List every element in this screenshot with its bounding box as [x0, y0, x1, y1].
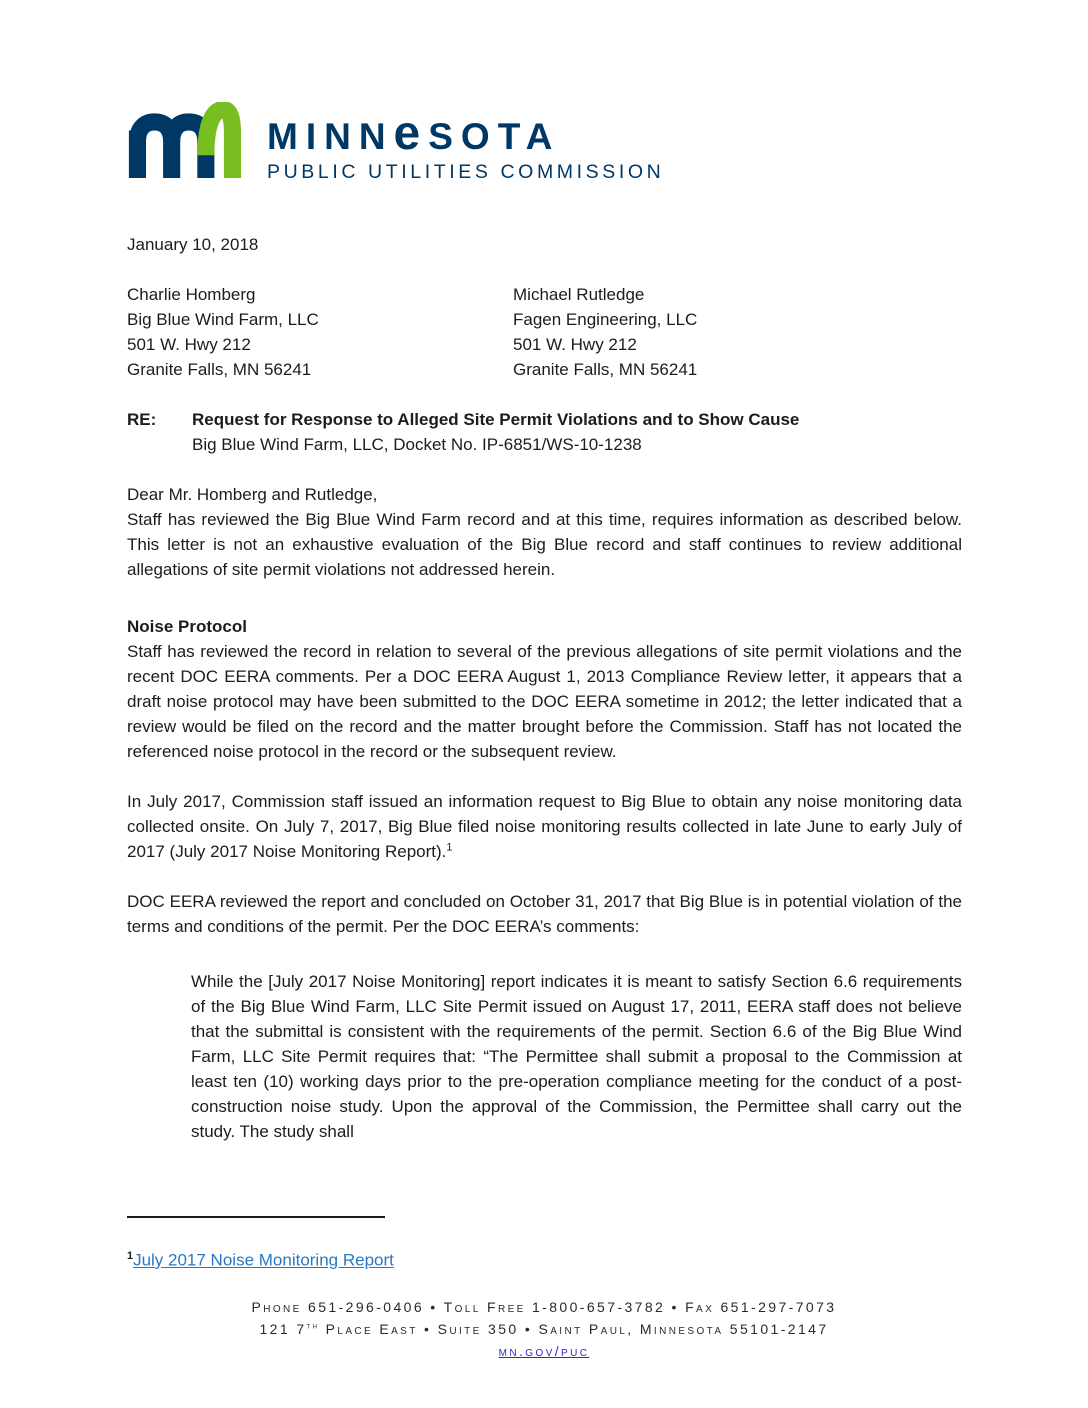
july-paragraph: In July 2017, Commission staff issued an information request to Big Blue to obtain any noise monitoring data collected onsite. On July 7, 2017, Big Blue filed noise monitoring results collected in late June to early July of 2017 (July 2017 Noise Monitoring Report).$^1$ [127, 792, 962, 861]
footnote-reference: 1 [446, 841, 453, 854]
footnote-marker: 1 [127, 1250, 134, 1262]
re-docket: Big Blue Wind Farm, LLC, Docket No. IP-6851/WS-10-1238 [192, 435, 642, 454]
footnote-block [127, 1216, 394, 1273]
recipient-city: Granite Falls, MN 56241 [127, 360, 312, 379]
puc-wordmark [267, 100, 664, 184]
recipient-name: Charlie Homberg [127, 285, 256, 304]
wordmark-tagline: PUBLIC UTILITIES COMMISSION [267, 161, 665, 183]
recipient-right [513, 282, 899, 382]
re-label: RE: [127, 410, 157, 429]
puc-letterhead [127, 100, 962, 192]
noise-paragraph: Staff has reviewed the record in relation to several of the previous allegations of site permit violations and the recent DOC EERA comments. Per a DOC EERA August 1, 2013 Compliance Review letter, it appears that a draft noise protocol may have been submitted to the DOC EERA sometime in 2012; the letter indicated that a review would be filed on the record and the matter brought before the Commission. Staff has not located the referenced noise protocol in the record or the subsequent review. [127, 642, 962, 761]
re-subject: Request for Response to Alleged Site Permit Violations and to Show Cause [192, 410, 800, 429]
recipient-street: 501 W. Hwy 212 [127, 335, 251, 354]
recipient-company: Big Blue Wind Farm, LLC [127, 310, 319, 329]
wordmark-minnesota: MINNeSOTA [267, 107, 561, 160]
mn-state-logo-icon [127, 102, 241, 178]
recipient-block [127, 282, 962, 382]
re-block [127, 407, 962, 457]
recipient-city: Granite Falls, MN 56241 [513, 360, 698, 379]
permit-quote: While the [July 2017 Noise Monitoring] report indicates it is meant to satisfy Section 6.6 requirements of the Big Blue Wind Farm, LLC Site Permit issued on August 17, 2011, EERA staff does not believe that the submittal is consistent with the requirements of the permit. Section 6.6 of the Big Blue Wind Farm, LLC Site Permit requires that: “The Permittee shall submit a proposal to the Commission at least ten (10) working days prior to the pre-operation compliance meeting for the conduct of a post-construction noise study. Upon the approval of the Commission, the Permittee shall carry out the study. The study shall [191, 972, 962, 1141]
section-heading-noise-protocol: Noise Protocol [127, 617, 247, 636]
footnote-separator [127, 1216, 385, 1218]
doc-eera-paragraph: DOC EERA reviewed the report and concluded on October 31, 2017 that Big Blue is in potential violation of the terms and conditions of the permit. Per the DOC EERA’s comments: [127, 892, 962, 936]
footer-phone-line: Phone 651-296-0406 • Toll Free 1-800-657-3782 • Fax 651-297-7073 [251, 1299, 837, 1315]
letterhead-footer [0, 1296, 1088, 1362]
intro-paragraph: Staff has reviewed the Big Blue Wind Farm record and at this time, requires information as described below. This letter is not an exhaustive evaluation of the Big Blue record and staff continues to review additional allegations of site permit violations not addressed herein. [127, 510, 962, 579]
footer-address-line: 121 7th Place East • Suite 350 • Saint Paul, Minnesota 55101-2147 [259, 1320, 829, 1337]
recipient-left [127, 282, 513, 382]
recipient-street: 501 W. Hwy 212 [513, 335, 637, 354]
salutation: Dear Mr. Homberg and Rutledge, [127, 485, 378, 504]
footer-website-link[interactable]: mn.gov/puc [498, 1343, 590, 1359]
footnote [127, 1244, 394, 1273]
letter-date: January 10, 2018 [127, 235, 259, 254]
footnote-report-link[interactable]: July 2017 Noise Monitoring Report [133, 1250, 394, 1270]
recipient-company: Fagen Engineering, LLC [513, 310, 698, 329]
recipient-name: Michael Rutledge [513, 285, 645, 304]
